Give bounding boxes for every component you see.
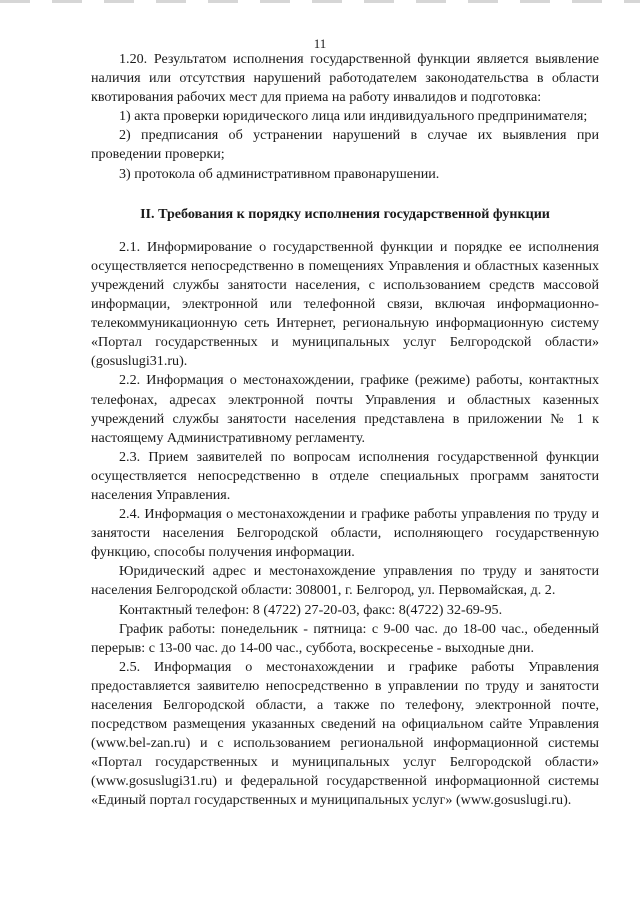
paragraph-contact-phone: Контактный телефон: 8 (4722) 27-20-03, факс: 8(4722) 32-69-95. xyxy=(119,601,503,618)
paragraph-2-4: 2.4. Информация о местонахождении и графике работы управления по труду и занятости населения Белгородской области, исполняющего государственную функцию, способы получения информации. xyxy=(91,506,599,561)
paragraph-2-3: 2.3. Прием заявителей по вопросам исполнения государственной функции осуществляется непосредственно в отделе специальных программ занятости населения Управления. xyxy=(91,448,599,503)
document-body xyxy=(91,50,599,811)
paragraph-2-2: 2.2. Информация о местонахождении, графике (режиме) работы, контактных телефонах, адресах электронной почты Управления и областных казенных учреждений службы занятости населения представлена в приложении № 1 к настоящему Административному регламенту. xyxy=(91,372,599,446)
paragraph-2-1: 2.1. Информирование о государственной функции и порядке ее исполнения осуществляется непосредственно в помещениях Управления и областных казенных учреждений службы занятости населения, с использованием средств массовой информации, электронной или телефонной связи, включая информационно-телекоммуникационную сеть Интернет, региональную информационную систему «Портал государственных и муниципальных услуг Белгородской области» (gosuslugi31.ru). xyxy=(91,238,599,370)
list-item-act: 1) акта проверки юридического лица или индивидуального предпринимателя; xyxy=(119,108,588,125)
paragraph-legal-address: Юридический адрес и местонахождение управления по труду и занятости населения Белгородской области: 308001, г. Белгород, ул. Первомайская, д. 2. xyxy=(91,563,599,599)
list-item-protocol: 3) протокола об административном правонарушении. xyxy=(119,165,440,182)
page-number: 11 xyxy=(313,36,327,51)
section-title: II. Требования к порядку исполнения государственной функции xyxy=(140,205,550,222)
paragraph-work-schedule: График работы: понедельник - пятница: с 9-00 час. до 18-00 час., обеденный перерыв: с 13-00 час. до 14-00 час., суббота, воскресенье - выходные дни. xyxy=(91,620,599,656)
paragraph-1-20: 1.20. Результатом исполнения государственной функции является выявление наличия или отсутствия нарушений работодателем законодательства в области квотирования рабочих мест для приема на работу инвалидов и подготовка: xyxy=(91,51,599,106)
scan-edge xyxy=(0,0,640,3)
list-item-order: 2) предписания об устранении нарушений в случае их выявления при проведении проверки; xyxy=(91,127,599,163)
paragraph-2-5: 2.5. Информация о местонахождении и графике работы Управления предоставляется заявителю непосредственно в управлении по труду и занятости населения Белгородской области, а также по телефону, электронной почте, посредством размещения указанных сведений на официальном сайте Управления (www.bel-zan.ru) и с использованием региональной информационной системы «Портал государственных и муниципальных услуг Белгородской области» (www.gosuslugi31.ru) и федеральной государственной информационной системы «Единый портал государственных и муниципальных услуг» (www.gosuslugi.ru). xyxy=(91,658,599,809)
